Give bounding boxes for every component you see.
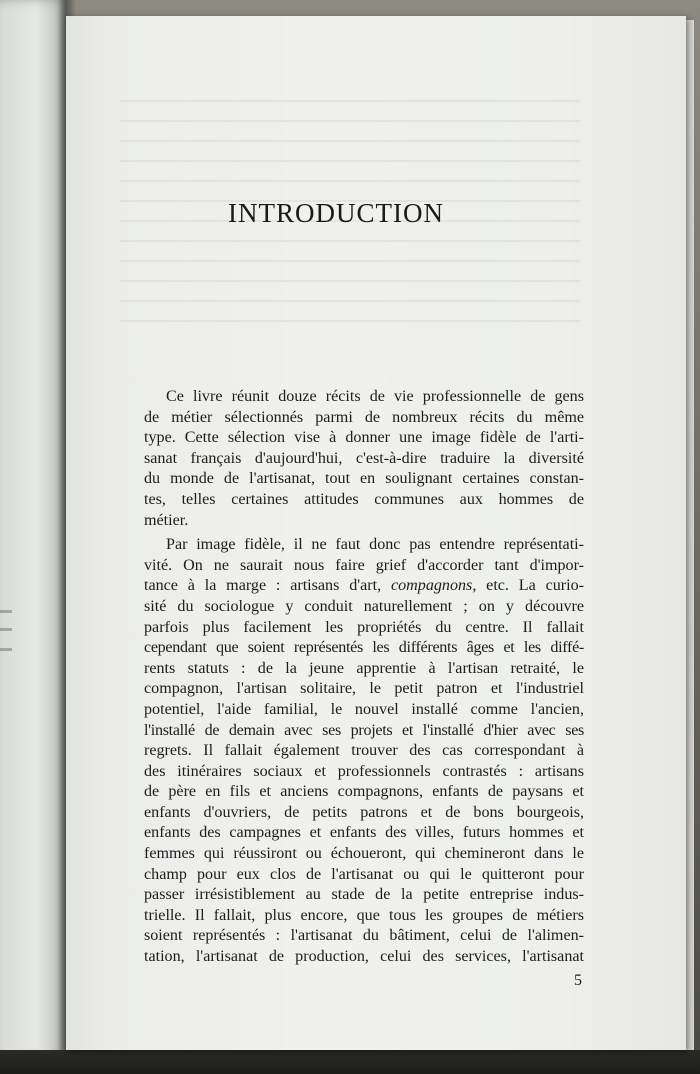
italic-term: compagnons (390, 577, 473, 595)
text-line: compagnon, l'artisan solitaire, le petit patron et l'industriel (144, 680, 584, 698)
text-line: de père en fils et anciens compagnons, enfants de paysans et (144, 783, 584, 801)
left-page-edge (0, 0, 66, 1060)
paragraph-1 (122, 387, 584, 531)
page-number: 5 (574, 972, 582, 989)
text-line: potentiel, l'aide familial, le nouvel installé comme l'ancien, (144, 700, 584, 718)
text-line: type. Cette sélection vise à donner une image fidèle de l'arti- (144, 429, 584, 447)
text-line: vité. On ne saurait nous faire grief d'accorder tant d'impor- (144, 556, 584, 574)
left-page-print-mark (0, 610, 12, 613)
text-line: regrets. Il fallait également trouver des cas correspondant à (144, 742, 584, 760)
left-page-print-mark (0, 628, 12, 631)
text-line: parfois plus facilement les propriétés du centre. Il fallait (144, 618, 584, 636)
text-line: l'installé de demain avec ses projets et l'installé d'hier avec ses (144, 721, 584, 739)
text-line: des itinéraires sociaux et professionnels contrastés : artisans (144, 762, 584, 780)
text-line: rents statuts : de la jeune apprentie à l'artisan retraité, le (144, 659, 584, 677)
text-line: champ pour eux clos de l'artisanat ou qui le quitteront pour (144, 865, 584, 883)
text-line: enfants d'ouvriers, de petits patrons et de bons bourgeois, (144, 803, 584, 821)
text-line: soient représentés : l'artisanat du bâtiment, celui de l'alimen- (144, 927, 584, 945)
chapter-title: INTRODUCTION (228, 198, 444, 228)
text-line: du monde de l'artisanat, tout en soulignant certaines constan- (144, 470, 584, 488)
left-page-print-mark (0, 648, 12, 651)
text-line: Par image fidèle, il ne faut donc pas entendre représentati- (166, 536, 584, 554)
text-line: de métier sélectionnés parmi de nombreux récits du même (144, 408, 584, 426)
text-line: tation, l'artisanat de production, celui des services, l'artisanat (144, 948, 584, 966)
text-line: enfants des campagnes et enfants des villes, futurs hommes et (144, 824, 584, 842)
text-line: sité du sociologue y conduit naturellement ; on y découvre (144, 597, 584, 615)
bottom-shadow (0, 1050, 700, 1074)
text-line: métier. (144, 511, 189, 529)
text-line: cependant que soient représentés les différents âges et les diffé- (144, 639, 584, 657)
text-line: femmes qui réussiront ou échoueront, qui chemineront dans le (144, 845, 584, 863)
text-line: passer irrésistiblement au stade de la petite entreprise indus- (144, 886, 584, 904)
text-line: sanat français d'aujourd'hui, c'est-à-dire traduire la diversité (144, 449, 584, 467)
text-line: tance à la marge : artisans d'art, compagnons, etc. La curio- (144, 577, 584, 595)
text-line: tes, telles certaines attitudes communes aux hommes de (144, 490, 584, 508)
text-line: Ce livre réunit douze récits de vie professionnelle de gens (166, 388, 584, 405)
paragraph-2 (122, 535, 584, 967)
body-text (122, 387, 584, 972)
text-line: trielle. Il fallait, plus encore, que tous les groupes de métiers (144, 906, 584, 924)
